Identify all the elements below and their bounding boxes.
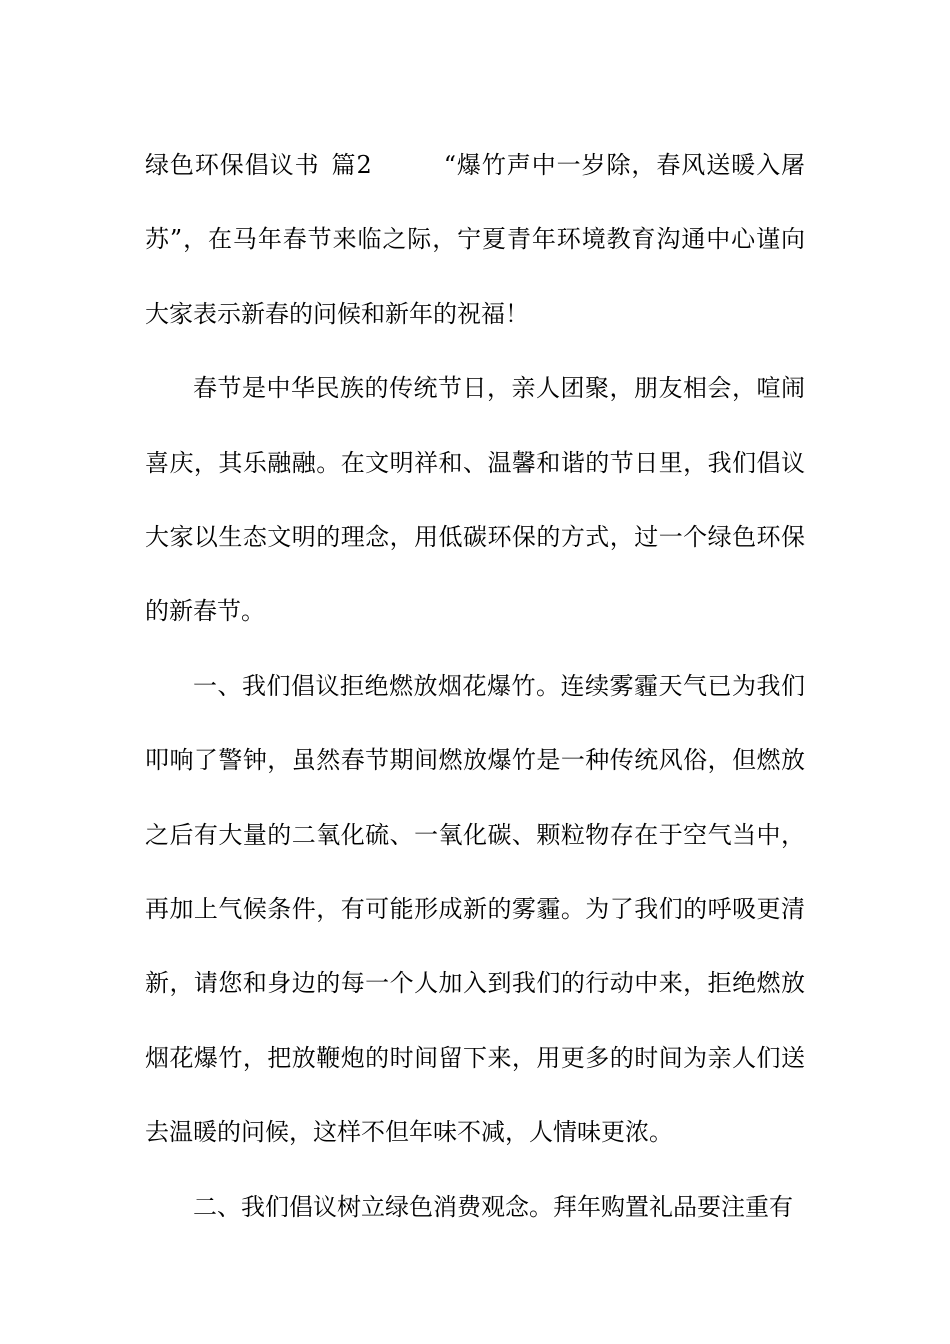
document-title: 绿色环保倡议书 [145, 151, 320, 179]
document-body [145, 128, 805, 1244]
body-paragraph: 春节是中华民族的传统节日，亲人团聚，朋友相会，喧闹喜庆，其乐融融。在文明祥和、温馨和谐的节日里，我们倡议大家以生态文明的理念，用低碳环保的方式，过一个绿色环保的新春节。 [145, 374, 805, 626]
paragraph-text: “爆竹声中一岁除，春风送暖入屠苏”，在马年春节来临之际，宁夏青年环境教育沟通中心谨向大家表示新春的问候和新年的祝福！ [145, 151, 805, 328]
document-part-label: 篇2 [331, 151, 372, 179]
proposal-paragraph-1: 一、我们倡议拒绝燃放烟花爆竹。连续雾霾天气已为我们叩响了警钟，虽然春节期间燃放爆竹是一种传统风俗，但燃放之后有大量的二氧化硫、一氧化碳、颗粒物存在于空气当中，再加上气候条件，有可能形成新的雾霾。为了我们的呼吸更清新，请您和身边的每一个人加入到我们的行动中来，拒绝燃放烟花爆竹，把放鞭炮的时间留下来，用更多的时间为亲人们送去温暖的问候，这样不但年味不减，人情味更浓。 [145, 671, 805, 1147]
intro-paragraph [145, 128, 805, 351]
proposal-paragraph-2: 二、我们倡议树立绿色消费观念。拜年购置礼品要注重有 [193, 1192, 793, 1221]
